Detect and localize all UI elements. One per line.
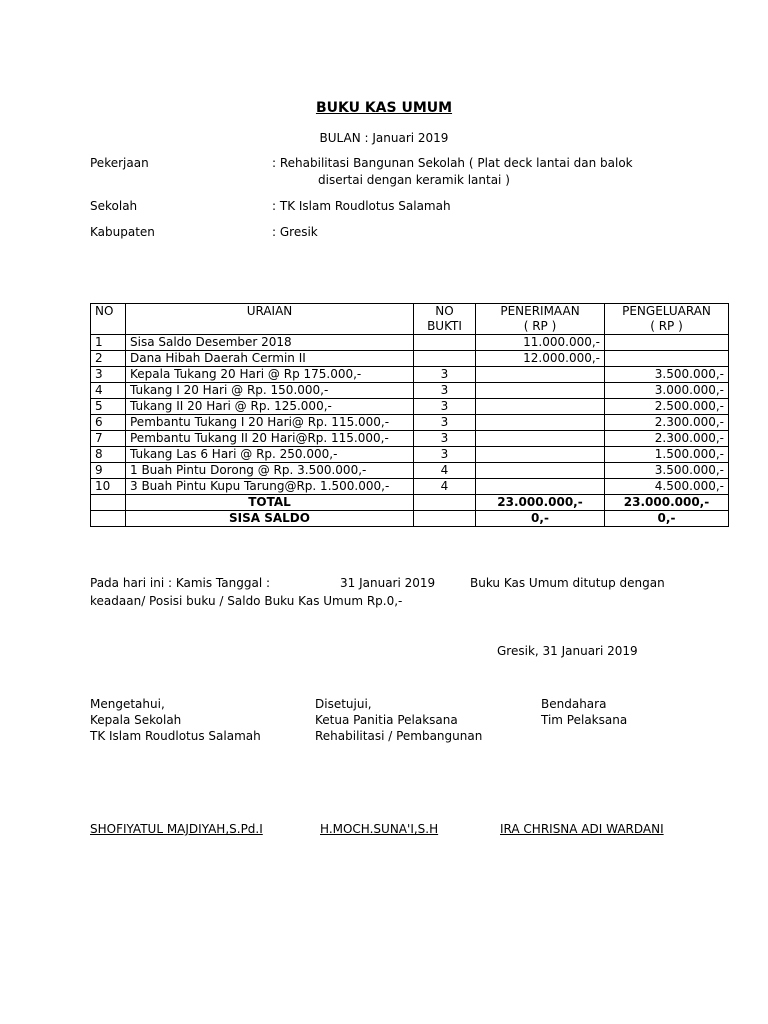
row-uraian: Pembantu Tukang II 20 Hari@Rp. 115.000,- (126, 431, 414, 447)
row-pengeluaran: 3.500.000,- (605, 367, 729, 383)
row-pengeluaran (605, 335, 729, 351)
sig2-line1: Disetujui, (315, 697, 372, 711)
row-no: 6 (91, 415, 126, 431)
info-value-kabupaten: : Gresik (272, 225, 318, 239)
row-uraian: Pembantu Tukang I 20 Hari@ Rp. 115.000,- (126, 415, 414, 431)
sig1-line1: Mengetahui, (90, 697, 165, 711)
row-uraian: Sisa Saldo Desember 2018 (126, 335, 414, 351)
total-row (91, 495, 729, 511)
row-bukti: 3 (414, 383, 476, 399)
header-no: NO (91, 304, 126, 335)
sig3-name: IRA CHRISNA ADI WARDANI (500, 822, 664, 836)
row-penerimaan: 11.000.000,- (476, 335, 605, 351)
table-header-row (91, 304, 729, 335)
info-value-sekolah: : TK Islam Roudlotus Salamah (272, 199, 451, 213)
row-no: 10 (91, 479, 126, 495)
sig1-name: SHOFIYATUL MAJDIYAH,S.Pd.I (90, 822, 263, 836)
row-uraian: 1 Buah Pintu Dorong @ Rp. 3.500.000,- (126, 463, 414, 479)
sig3-line1: Bendahara (541, 697, 607, 711)
closing-text-part2: Buku Kas Umum ditutup dengan (470, 576, 665, 590)
table-row (91, 335, 729, 351)
row-bukti: 3 (414, 415, 476, 431)
table-row (91, 431, 729, 447)
row-bukti: 3 (414, 447, 476, 463)
closing-date: 31 Januari 2019 (340, 576, 436, 590)
row-penerimaan (476, 399, 605, 415)
row-uraian: Tukang I 20 Hari @ Rp. 150.000,- (126, 383, 414, 399)
place-date: Gresik, 31 Januari 2019 (497, 644, 638, 658)
sisa-saldo-pengeluaran: 0,- (605, 511, 729, 527)
sisa-saldo-penerimaan: 0,- (476, 511, 605, 527)
info-value-pekerjaan-cont: disertai dengan keramik lantai ) (318, 173, 510, 187)
sig2-line3: Rehabilitasi / Pembangunan (315, 729, 483, 743)
document-title: BUKU KAS UMUM (315, 100, 453, 116)
sisa-saldo-row (91, 511, 729, 527)
row-penerimaan (476, 479, 605, 495)
row-penerimaan (476, 447, 605, 463)
row-pengeluaran: 2.300.000,- (605, 431, 729, 447)
row-no: 1 (91, 335, 126, 351)
info-label-pekerjaan: Pekerjaan (90, 156, 149, 170)
row-pengeluaran (605, 351, 729, 367)
period-label: BULAN : Januari 2019 (319, 131, 449, 145)
row-no: 4 (91, 383, 126, 399)
row-no: 8 (91, 447, 126, 463)
row-uraian: 3 Buah Pintu Kupu Tarung@Rp. 1.500.000,- (126, 479, 414, 495)
row-penerimaan (476, 431, 605, 447)
row-bukti: 3 (414, 431, 476, 447)
table-row (91, 367, 729, 383)
row-uraian: Tukang Las 6 Hari @ Rp. 250.000,- (126, 447, 414, 463)
table-row (91, 479, 729, 495)
closing-text-part1: Pada hari ini : Kamis Tanggal : (90, 576, 271, 590)
row-penerimaan: 12.000.000,- (476, 351, 605, 367)
table-row (91, 463, 729, 479)
row-bukti (414, 351, 476, 367)
table-row (91, 383, 729, 399)
row-bukti: 3 (414, 399, 476, 415)
sig2-name: H.MOCH.SUNA'I,S.H (320, 822, 439, 836)
row-uraian: Dana Hibah Daerah Cermin II (126, 351, 414, 367)
row-bukti: 3 (414, 367, 476, 383)
total-pengeluaran: 23.000.000,- (605, 495, 729, 511)
header-pengeluaran: PENGELUARAN ( RP ) (605, 304, 729, 335)
info-label-kabupaten: Kabupaten (90, 225, 155, 239)
row-penerimaan (476, 367, 605, 383)
row-pengeluaran: 4.500.000,- (605, 479, 729, 495)
row-no: 2 (91, 351, 126, 367)
info-value-pekerjaan: : Rehabilitasi Bangunan Sekolah ( Plat deck lantai dan balok (272, 156, 633, 170)
sisa-saldo-label: SISA SALDO (126, 511, 414, 527)
header-penerimaan: PENERIMAAN ( RP ) (476, 304, 605, 335)
row-no: 9 (91, 463, 126, 479)
row-bukti: 4 (414, 463, 476, 479)
row-no: 3 (91, 367, 126, 383)
sig2-line2: Ketua Panitia Pelaksana (315, 713, 458, 727)
row-uraian: Tukang II 20 Hari @ Rp. 125.000,- (126, 399, 414, 415)
table-body (91, 335, 729, 495)
header-uraian: URAIAN (126, 304, 414, 335)
row-bukti: 4 (414, 479, 476, 495)
row-pengeluaran: 1.500.000,- (605, 447, 729, 463)
row-pengeluaran: 3.500.000,- (605, 463, 729, 479)
total-penerimaan: 23.000.000,- (476, 495, 605, 511)
table-row (91, 447, 729, 463)
table-row (91, 399, 729, 415)
row-uraian: Kepala Tukang 20 Hari @ Rp 175.000,- (126, 367, 414, 383)
table-row (91, 415, 729, 431)
row-pengeluaran: 2.500.000,- (605, 399, 729, 415)
info-label-sekolah: Sekolah (90, 199, 138, 213)
row-pengeluaran: 3.000.000,- (605, 383, 729, 399)
sig1-line3: TK Islam Roudlotus Salamah (90, 729, 261, 743)
row-penerimaan (476, 415, 605, 431)
sig3-line2: Tim Pelaksana (541, 713, 628, 727)
closing-text-line2: keadaan/ Posisi buku / Saldo Buku Kas Umum Rp.0,- (90, 594, 403, 608)
row-penerimaan (476, 463, 605, 479)
row-no: 5 (91, 399, 126, 415)
row-no: 7 (91, 431, 126, 447)
header-no-bukti: NO BUKTI (414, 304, 476, 335)
cash-book-table (90, 303, 729, 527)
row-pengeluaran: 2.300.000,- (605, 415, 729, 431)
row-bukti (414, 335, 476, 351)
table-row (91, 351, 729, 367)
sig1-line2: Kepala Sekolah (90, 713, 182, 727)
row-penerimaan (476, 383, 605, 399)
total-label: TOTAL (126, 495, 414, 511)
